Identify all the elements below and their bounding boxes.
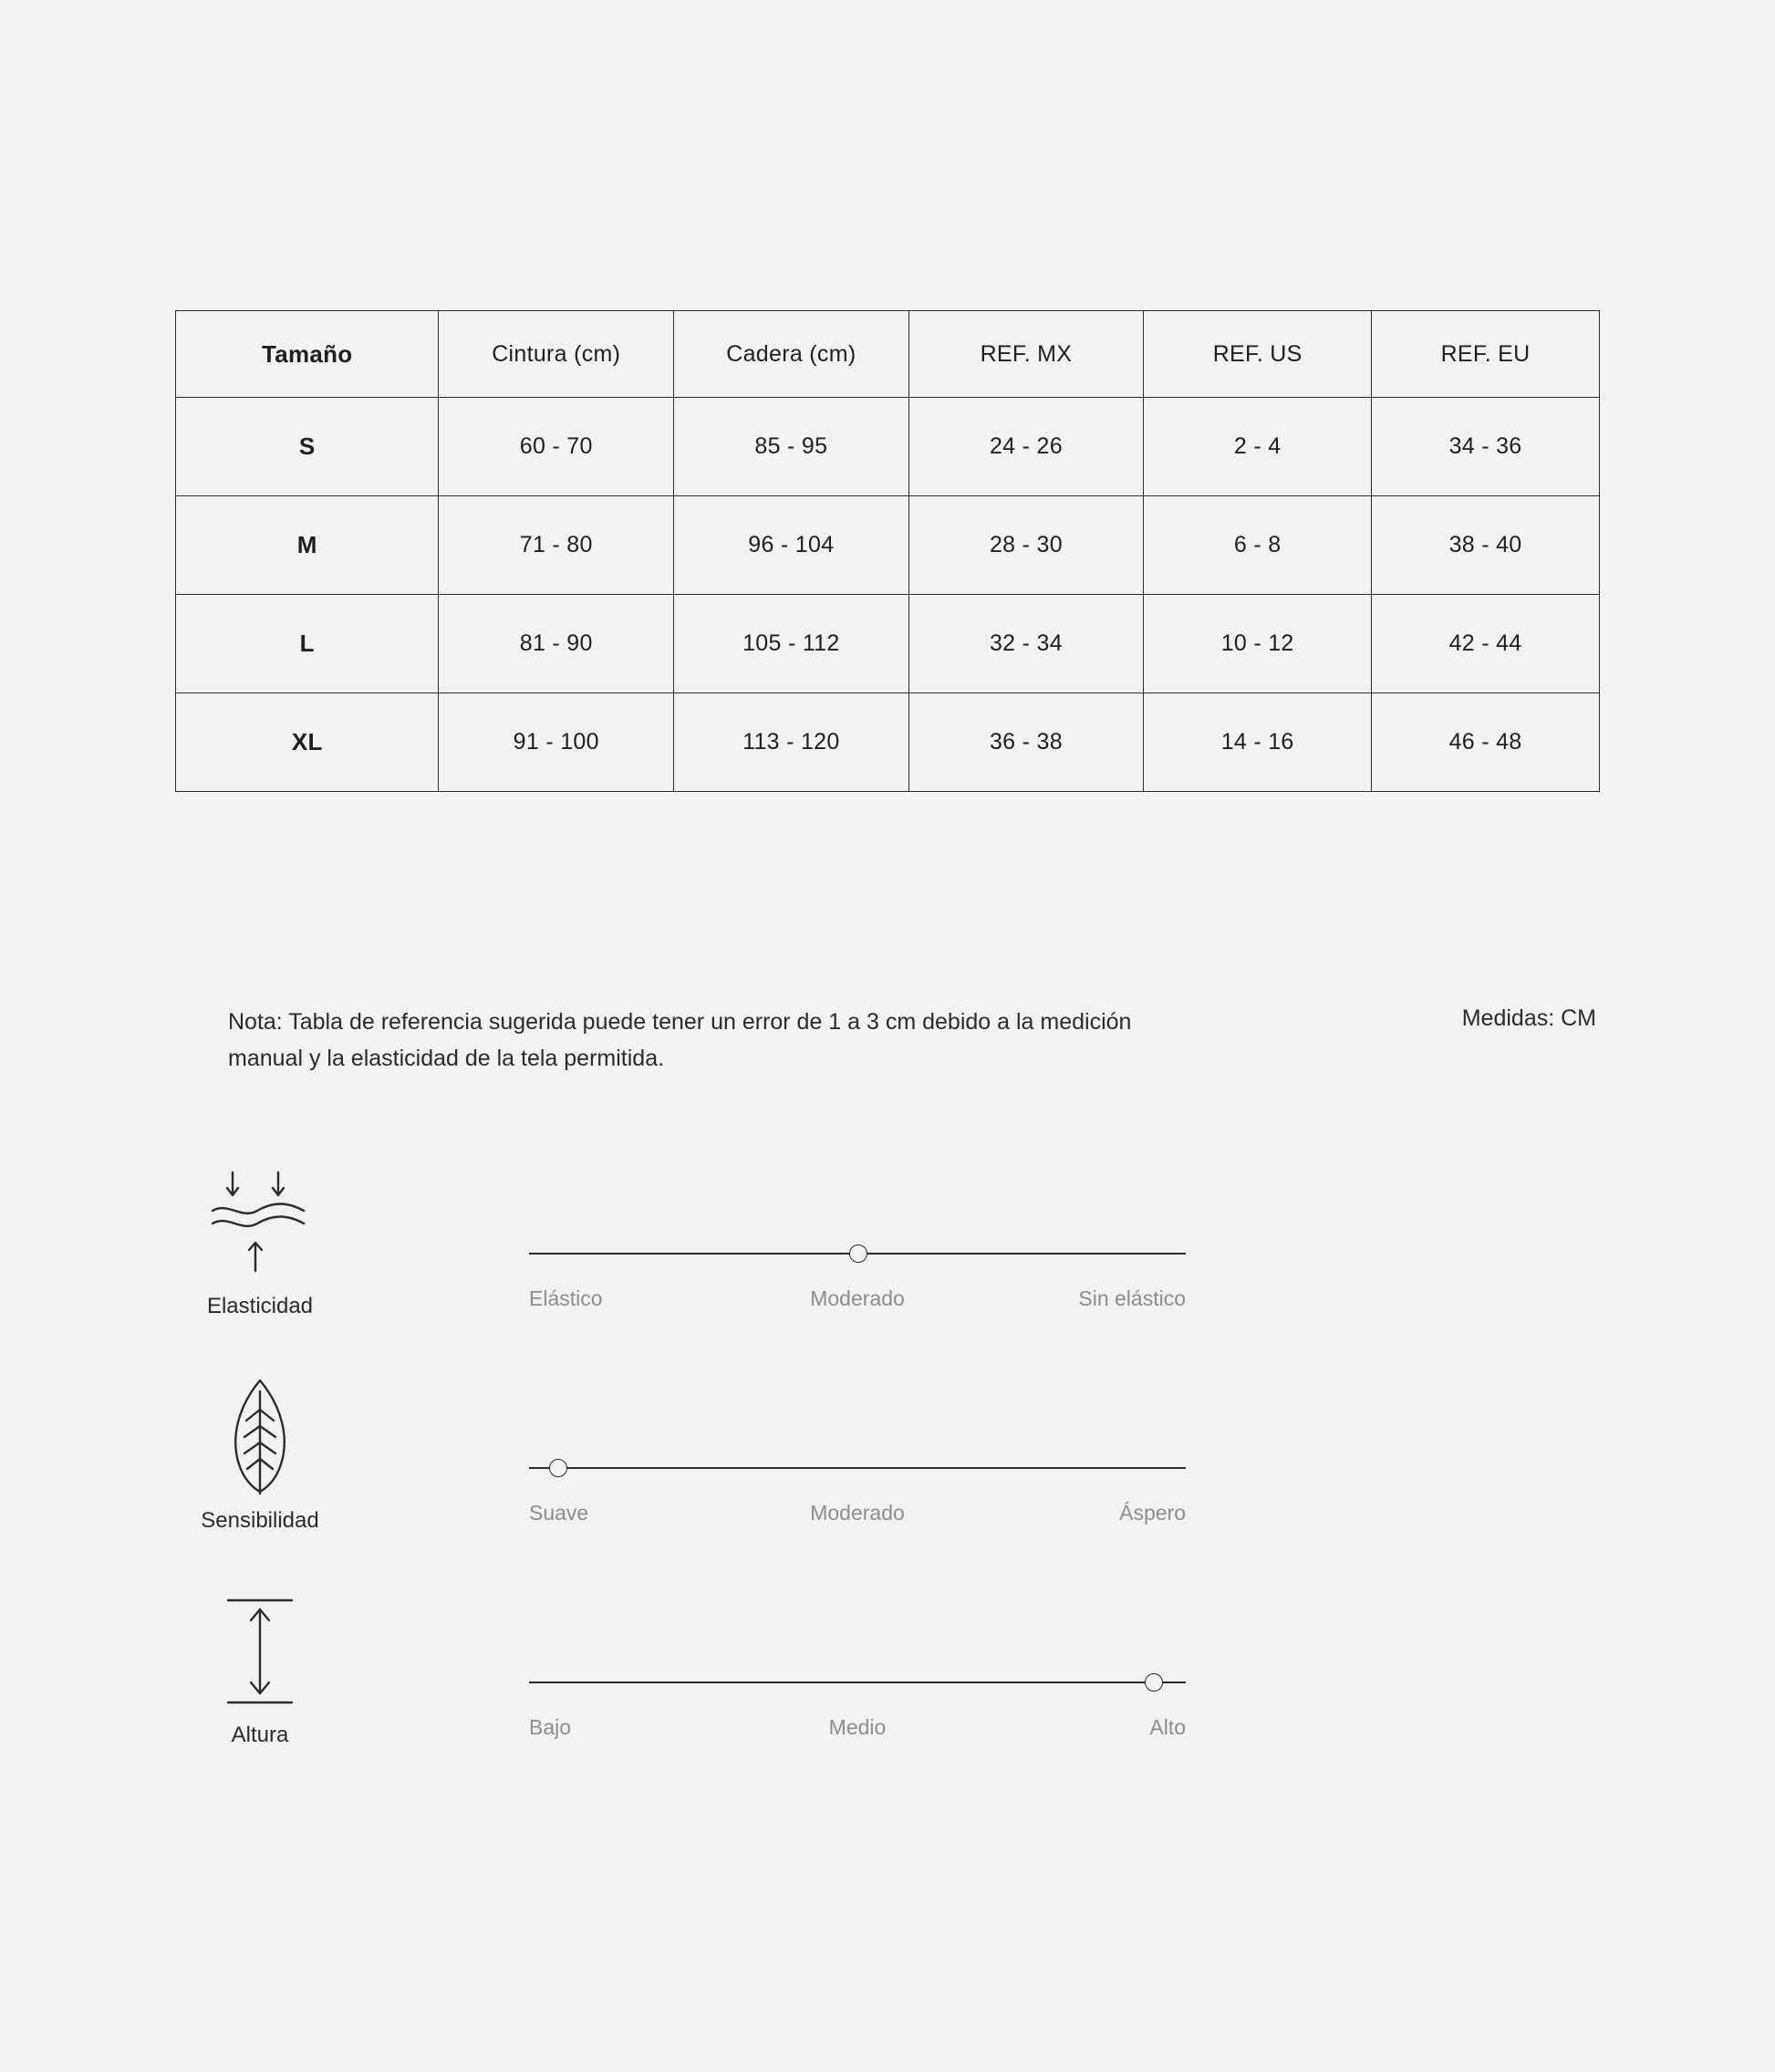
height-icon <box>164 1588 356 1715</box>
slider-sensibilidad[interactable] <box>529 1457 1186 1537</box>
cell-ref-eu: 46 - 48 <box>1372 693 1600 792</box>
column-header-tamano: Tamaño <box>176 311 439 398</box>
slider-tick-start: Bajo <box>529 1715 572 1739</box>
slider-tick-end: Sin elástico <box>1078 1286 1186 1310</box>
slider-tick-mid: Medio <box>828 1715 887 1739</box>
cell-ref-us: 14 - 16 <box>1144 693 1372 792</box>
slider-tick-start: Elástico <box>529 1286 603 1310</box>
slider-elasticidad[interactable] <box>529 1243 1186 1323</box>
feather-icon <box>164 1373 356 1501</box>
column-header-ref-eu: REF. EU <box>1372 311 1600 398</box>
cell-size: L <box>176 595 439 693</box>
slider-track[interactable] <box>529 1671 1186 1693</box>
cell-ref-mx: 24 - 26 <box>908 398 1144 496</box>
size-chart-table <box>175 310 1600 792</box>
cell-ref-eu: 42 - 44 <box>1372 595 1600 693</box>
column-header-ref-mx: REF. MX <box>908 311 1144 398</box>
cell-cintura: 81 - 90 <box>439 595 674 693</box>
scale-icon-column <box>164 1588 356 1748</box>
cell-cadera: 96 - 104 <box>674 496 909 595</box>
cell-cadera: 105 - 112 <box>674 595 909 693</box>
slider-knob[interactable] <box>1145 1673 1163 1692</box>
cell-size: XL <box>176 693 439 792</box>
scale-label-elasticidad: Elasticidad <box>206 1294 314 1318</box>
attribute-scales <box>164 1159 1624 1802</box>
slider-knob[interactable] <box>849 1244 867 1263</box>
cell-ref-mx: 28 - 30 <box>908 496 1144 595</box>
cell-ref-eu: 38 - 40 <box>1372 496 1600 595</box>
cell-ref-eu: 34 - 36 <box>1372 398 1600 496</box>
cell-size: M <box>176 496 439 595</box>
slider-track[interactable] <box>529 1457 1186 1479</box>
slider-tick-end: Áspero <box>1119 1501 1186 1525</box>
cell-cintura: 71 - 80 <box>439 496 674 595</box>
column-header-cadera: Cadera (cm) <box>674 311 909 398</box>
scale-sensibilidad <box>164 1373 1624 1588</box>
column-header-cintura: Cintura (cm) <box>439 311 674 398</box>
elasticity-icon <box>164 1159 356 1286</box>
cell-cadera: 85 - 95 <box>674 398 909 496</box>
slider-ticks <box>529 1501 1186 1537</box>
slider-ticks <box>529 1286 1186 1323</box>
table-header-row <box>176 311 1600 398</box>
table-row <box>176 595 1600 693</box>
cell-ref-mx: 32 - 34 <box>908 595 1144 693</box>
cell-cadera: 113 - 120 <box>674 693 909 792</box>
slider-altura[interactable] <box>529 1671 1186 1752</box>
scale-elasticidad <box>164 1159 1624 1373</box>
table-row <box>176 398 1600 496</box>
table-row <box>176 496 1600 595</box>
cell-ref-us: 6 - 8 <box>1144 496 1372 595</box>
slider-ticks <box>529 1715 1186 1752</box>
scale-label-altura: Altura <box>231 1723 289 1747</box>
cell-ref-us: 2 - 4 <box>1144 398 1372 496</box>
scale-icon-column <box>164 1159 356 1319</box>
slider-tick-end: Alto <box>1149 1715 1186 1739</box>
scale-label-sensibilidad: Sensibilidad <box>201 1508 319 1533</box>
slider-rail <box>529 1682 1186 1683</box>
slider-tick-start: Suave <box>529 1501 589 1525</box>
cell-ref-mx: 36 - 38 <box>908 693 1144 792</box>
measurement-note: Nota: Tabla de referencia sugerida puede tener un error de 1 a 3 cm debido a la medición manual y la elasticidad de la tela permitida. <box>228 1009 1132 1071</box>
slider-rail <box>529 1467 1186 1469</box>
size-chart-table-container <box>175 310 1600 792</box>
cell-cintura: 60 - 70 <box>439 398 674 496</box>
slider-knob[interactable] <box>549 1459 567 1477</box>
note-row <box>228 1004 1596 1077</box>
cell-size: S <box>176 398 439 496</box>
slider-tick-mid: Moderado <box>810 1501 905 1525</box>
scale-altura <box>164 1588 1624 1802</box>
cell-ref-us: 10 - 12 <box>1144 595 1372 693</box>
table-row <box>176 693 1600 792</box>
column-header-ref-us: REF. US <box>1144 311 1372 398</box>
slider-tick-mid: Moderado <box>810 1286 905 1310</box>
cell-cintura: 91 - 100 <box>439 693 674 792</box>
measurement-units: Medidas: CM <box>1461 1005 1596 1031</box>
table-header <box>176 311 1600 398</box>
table-body <box>176 398 1600 792</box>
slider-track[interactable] <box>529 1243 1186 1265</box>
scale-icon-column <box>164 1373 356 1534</box>
